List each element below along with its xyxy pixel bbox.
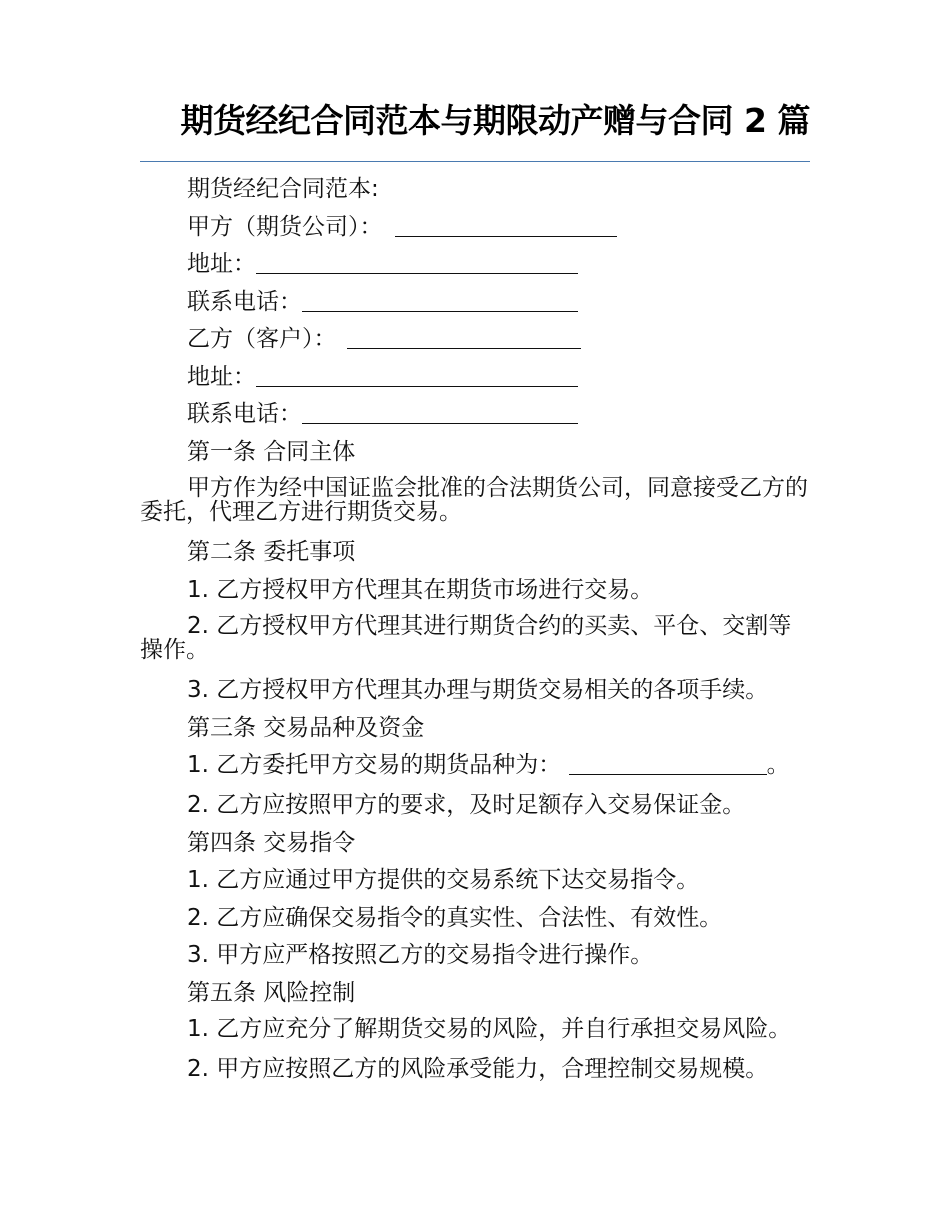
address-b-line — [140, 364, 810, 390]
party-a-line — [140, 214, 810, 240]
article-4-heading: 第四条 交易指令 — [187, 829, 356, 856]
phone-a-blank — [302, 289, 578, 312]
article-5-heading: 第五条 风险控制 — [187, 979, 356, 1006]
intro-line: 期货经纪合同范本: — [187, 176, 379, 202]
party-b-line — [140, 326, 810, 352]
article-1-heading: 第一条 合同主体 — [187, 438, 356, 465]
article-3-heading: 第三条 交易品种及资金 — [187, 714, 425, 741]
article-4-item-1: 1. 乙方应通过甲方提供的交易系统下达交易指令。 — [187, 867, 700, 893]
article-3-item-2: 2. 乙方应按照甲方的要求，及时足额存入交易保证金。 — [187, 792, 746, 818]
party-a-label: 甲方（期货公司）： — [187, 213, 383, 240]
article-2-item-1: 1. 乙方授权甲方代理其在期货市场进行交易。 — [187, 576, 654, 603]
party-a-blank — [395, 214, 617, 237]
article-2-heading: 第二条 委托事项 — [187, 539, 356, 565]
phone-a-line — [140, 289, 810, 315]
address-a-label: 地址： — [187, 251, 256, 277]
party-b-label: 乙方（客户）： — [187, 326, 337, 352]
article-3-item-1-text: 1. 乙方委托甲方交易的期货品种为： — [187, 752, 562, 778]
article-3-item-1-end: 。 — [766, 752, 790, 778]
futures-variety-blank — [569, 752, 767, 775]
document-body — [140, 176, 810, 1094]
address-a-line — [140, 251, 810, 277]
article-4-item-2: 2. 乙方应确保交易指令的真实性、合法性、有效性。 — [187, 904, 723, 931]
article-2-item-2: 2. 乙方授权甲方代理其进行期货合约的买卖、平仓、交割等操作。 — [140, 613, 792, 663]
article-4-item-3: 3. 甲方应严格按照乙方的交易指令进行操作。 — [187, 942, 654, 968]
party-b-blank — [347, 326, 581, 349]
address-b-blank — [256, 364, 578, 387]
address-a-blank — [256, 251, 578, 274]
article-2-item-3: 3. 乙方授权甲方代理其办理与期货交易相关的各项手续。 — [187, 677, 769, 703]
address-b-label: 地址： — [187, 363, 256, 390]
phone-a-label: 联系电话： — [187, 288, 302, 315]
phone-b-blank — [302, 401, 578, 424]
article-5-item-1: 1. 乙方应充分了解期货交易的风险，并自行承担交易风险。 — [187, 1016, 792, 1042]
title-divider — [140, 161, 810, 162]
phone-b-line — [140, 401, 810, 427]
article-3-item-1 — [140, 752, 810, 777]
document-title: 期货经纪合同范本与期限动产赠与合同 2 篇 — [180, 101, 810, 140]
phone-b-label: 联系电话： — [187, 401, 302, 427]
article-5-item-2: 2. 甲方应按照乙方的风险承受能力，合理控制交易规模。 — [187, 1056, 769, 1082]
article-1-paragraph: 甲方作为经中国证监会批准的合法期货公司，同意接受乙方的委托，代理乙方进行期货交易。 — [140, 475, 808, 525]
